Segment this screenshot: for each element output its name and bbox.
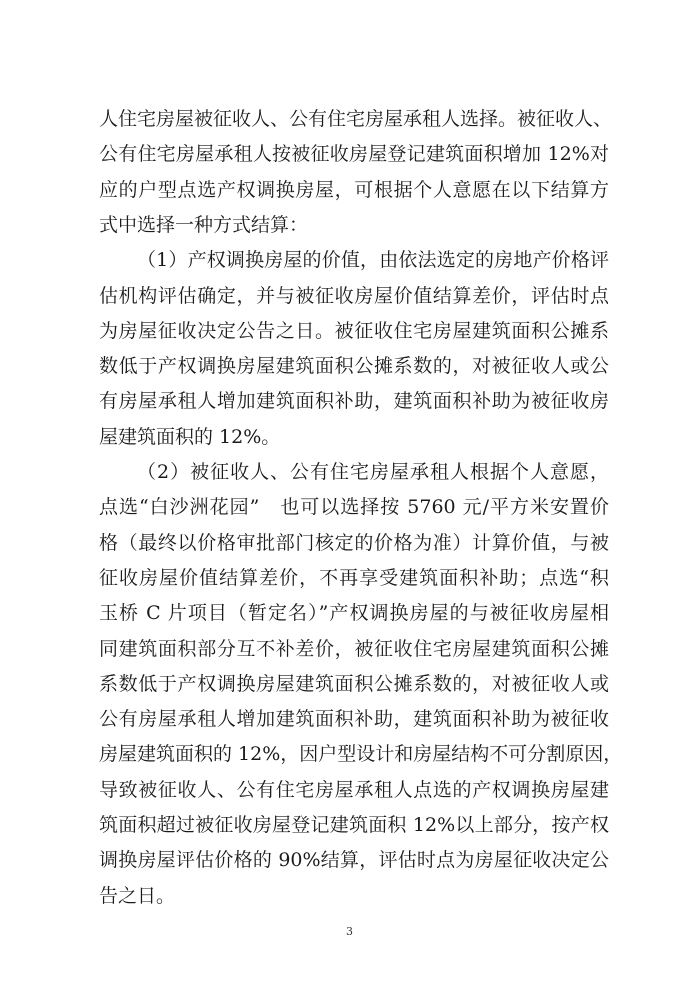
text-line: 告之日。 <box>99 884 176 907</box>
text-line: 数低于产权调换房屋建筑面积公摊系数的，对被征收人或公 <box>99 355 609 378</box>
text-line: 点选“白沙洲花园” 也可以选择按 5760 元/平方米安置价 <box>99 496 609 519</box>
text-line: 玉桥 C 片项目（暂定名）”产权调换房屋的与被征收房屋相 <box>99 602 609 625</box>
text-line: 调换房屋评估价格的 90%结算，评估时点为房屋征收决定公 <box>99 849 609 872</box>
text-line: 征收房屋价值结算差价，不再享受建筑面积补助；点选“积 <box>99 566 609 589</box>
text-line: 同建筑面积部分互不补差价，被征收住宅房屋建筑面积公摊 <box>99 637 609 660</box>
paragraph-1-first-line: （1）产权调换房屋的价值，由依法选定的房地产价格评 <box>137 249 609 272</box>
text-line: 系数低于产权调换房屋建筑面积公摊系数的，对被征收人或 <box>99 672 609 695</box>
page-number: 3 <box>346 925 353 938</box>
text-line: 人住宅房屋被征收人、公有住宅房屋承租人选择。被征收人、 <box>99 108 613 130</box>
text-line: 估机构评估确定，并与被征收房屋价值结算差价，评估时点 <box>99 284 609 307</box>
text-line: 式中选择一种方式结算： <box>99 213 309 236</box>
text-line: 有房屋承租人增加建筑面积补助，建筑面积补助为被征收房 <box>99 390 609 413</box>
paragraph-2-first-line: （2）被征收人、公有住宅房屋承租人根据个人意愿， <box>137 461 609 483</box>
text-line: 公有住宅房屋承租人按被征收房屋登记建筑面积增加 12%对 <box>99 143 609 166</box>
text-line: 导致被征收人、公有住宅房屋承租人点选的产权调换房屋建 <box>99 778 609 801</box>
text-line: 应的户型点选产权调换房屋，可根据个人意愿在以下结算方 <box>99 178 609 201</box>
text-line: 公有房屋承租人增加建筑面积补助，建筑面积补助为被征收 <box>99 708 609 731</box>
text-line: 筑面积超过被征收房屋登记建筑面积 12%以上部分，按产权 <box>99 814 609 836</box>
text-line: 屋建筑面积的 12%。 <box>99 425 281 448</box>
text-line: 格（最终以价格审批部门核定的价格为准）计算价值，与被 <box>99 531 609 554</box>
text-line: 为房屋征收决定公告之日。被征收住宅房屋建筑面积公摊系 <box>99 319 609 342</box>
text-line: 房屋建筑面积的 12%，因户型设计和房屋结构不可分割原因， <box>99 743 623 766</box>
